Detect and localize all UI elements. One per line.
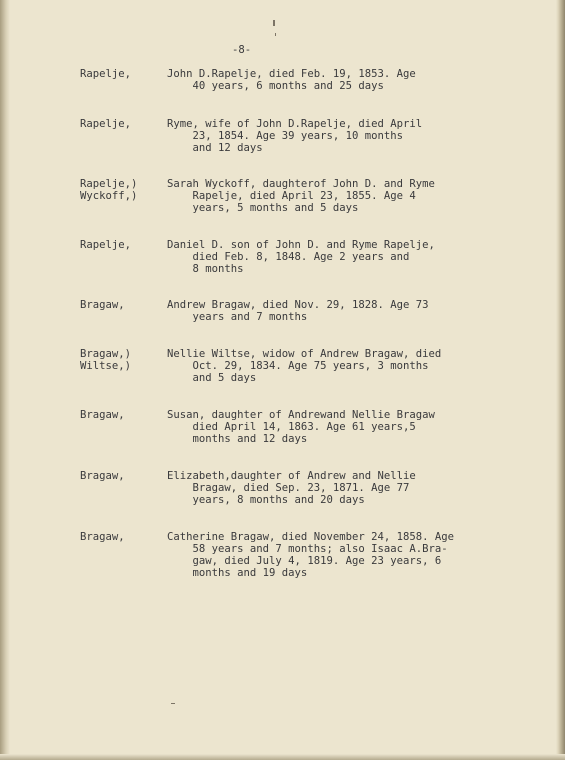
entry-surname: Bragaw,) Wiltse,) <box>80 348 132 372</box>
ink-speck <box>273 20 275 26</box>
entry-text: Daniel D. son of John D. and Ryme Rapelje, died Feb. 8, 1848. Age 2 years and 8 months <box>167 239 435 275</box>
entry-text: Andrew Bragaw, died Nov. 29, 1828. Age 73 years and 7 months <box>167 299 429 323</box>
entry-surname: Rapelje, <box>80 239 132 251</box>
entry-text: Ryme, wife of John D.Rapelje, died April 23, 1854. Age 39 years, 10 months and 12 days <box>167 118 423 154</box>
entry-surname: Rapelje,) Wyckoff,) <box>80 178 138 202</box>
entry-surname: Rapelje, <box>80 68 132 80</box>
page-bottom-edge <box>0 754 565 760</box>
entry-surname: Bragaw, <box>80 409 125 421</box>
page-left-shadow <box>0 0 10 760</box>
entry-text: Nellie Wiltse, widow of Andrew Bragaw, died Oct. 29, 1834. Age 75 years, 3 months and 5 days <box>167 348 442 384</box>
entry-text: Sarah Wyckoff, daughterof John D. and Ryme Rapelje, died April 23, 1855. Age 4 years, 5 months and 5 days <box>167 178 435 214</box>
entry-text: Susan, daughter of Andrewand Nellie Bragaw died April 14, 1863. Age 61 years,5 months and 12 days <box>167 409 435 445</box>
entry-surname: Bragaw, <box>80 470 125 482</box>
entry-text: Elizabeth,daughter of Andrew and Nellie Bragaw, died Sep. 23, 1871. Age 77 years, 8 months and 20 days <box>167 470 416 506</box>
page-right-edge <box>556 0 565 760</box>
entry-text: John D.Rapelje, died Feb. 19, 1853. Age 40 years, 6 months and 25 days <box>167 68 416 92</box>
entry-surname: Bragaw, <box>80 531 125 543</box>
ink-speck <box>171 703 175 704</box>
entry-surname: Bragaw, <box>80 299 125 311</box>
ink-speck <box>275 33 276 36</box>
entry-text: Catherine Bragaw, died November 24, 1858. Age 58 years and 7 months; also Isaac A.Bra- gaw, died July 4, 1819. Age 23 years, 6 months and 19 days <box>167 531 455 579</box>
page-number: -8- <box>232 44 252 56</box>
entry-surname: Rapelje, <box>80 118 132 130</box>
